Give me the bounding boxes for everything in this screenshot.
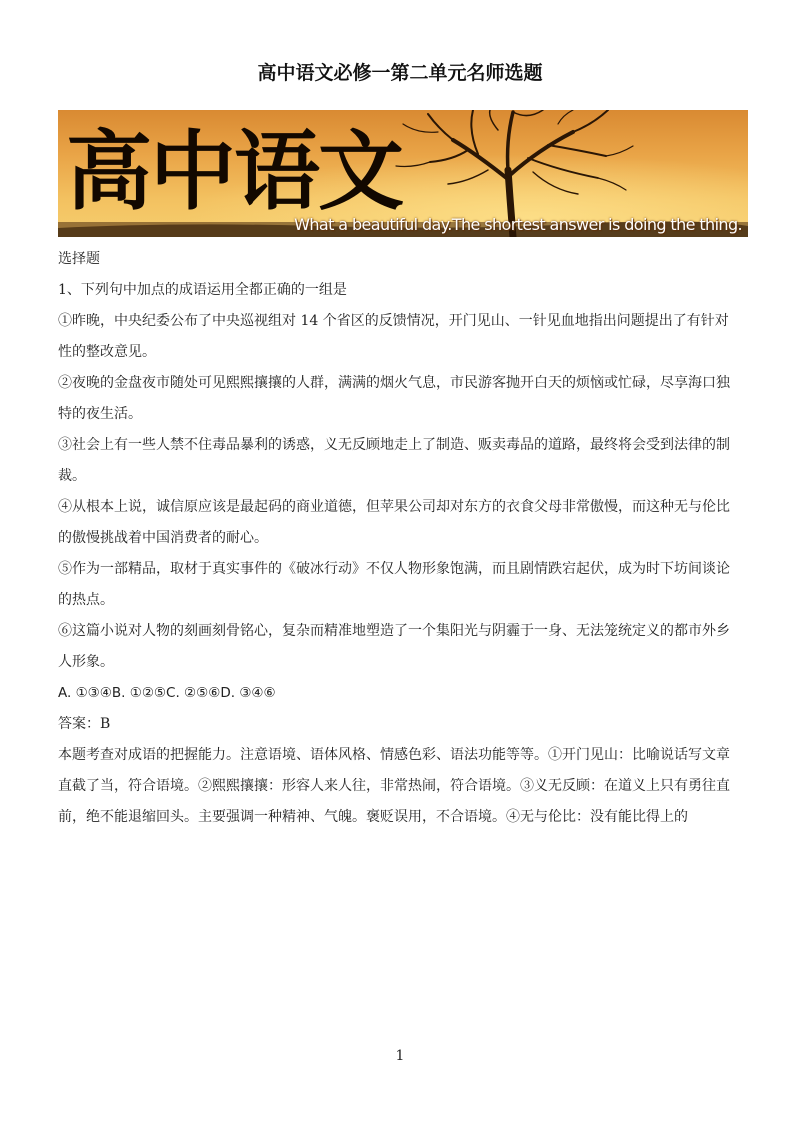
document-title: 高中语文必修一第二单元名师选题 xyxy=(257,62,543,84)
question-stem: 1、下列句中加点的成语运用全都正确的一组是 xyxy=(58,282,347,298)
option-paragraph: ③社会上有一些人禁不住毒品暴利的诱惑，义无反顾地走上了制造、贩卖毒品的道路，最终将会受到法律的制裁。 xyxy=(58,437,730,484)
option-paragraph: ④从根本上说，诚信原应该是最起码的商业道德，但苹果公司却对东方的衣食父母非常傲慢，而这种无与伦比的傲慢挑战着中国消费者的耐心。 xyxy=(58,499,730,546)
option-paragraph: ⑥这篇小说对人物的刻画刻骨铭心，复杂而精准地塑造了一个集阳光与阴霾于一身、无法笼统定义的都市外乡人形象。 xyxy=(58,623,730,670)
option-paragraph: ②夜晚的金盘夜市随处可见熙熙攘攘的人群，满满的烟火气息，市民游客抛开白天的烦恼或忙碌，尽享海口独特的夜生活。 xyxy=(58,375,730,422)
page-number: 1 xyxy=(395,1048,405,1064)
option-paragraph: ⑤作为一部精品，取材于真实事件的《破冰行动》不仅人物形象饱满，而且剧情跌宕起伏，成为时下坊间谈论的热点。 xyxy=(58,561,730,608)
explanation-paragraph: 本题考查对成语的把握能力。注意语境、语体风格、情感色彩、语法功能等等。①开门见山：比喻说话写文章直截了当，符合语境。②熙熙攘攘：形容人来人往，非常热闹，符合语境。③义无反顾：在道义上只有勇往直前，绝不能退缩回头。主要强调一种精神、气魄。褒贬误用，不合语境。④无与伦比：没有能比得上的 xyxy=(58,747,730,825)
option-paragraph: ①昨晚，中央纪委公布了中央巡视组对 14 个省区的反馈情况，开门见山、一针见血地指出问题提出了有针对性的整改意见。 xyxy=(58,313,729,360)
banner-title: 高中语文 xyxy=(66,121,402,222)
answer-line: 答案：B xyxy=(58,716,111,732)
banner-slogan: What a beautiful day.The shortest answer is doing the thing. xyxy=(294,215,742,234)
section-label: 选择题 xyxy=(58,251,100,267)
header-banner xyxy=(58,110,748,237)
document-body xyxy=(58,244,742,833)
answer-choices: A. ①③④B. ①②⑤C. ②⑤⑥D. ③④⑥ xyxy=(58,685,276,701)
